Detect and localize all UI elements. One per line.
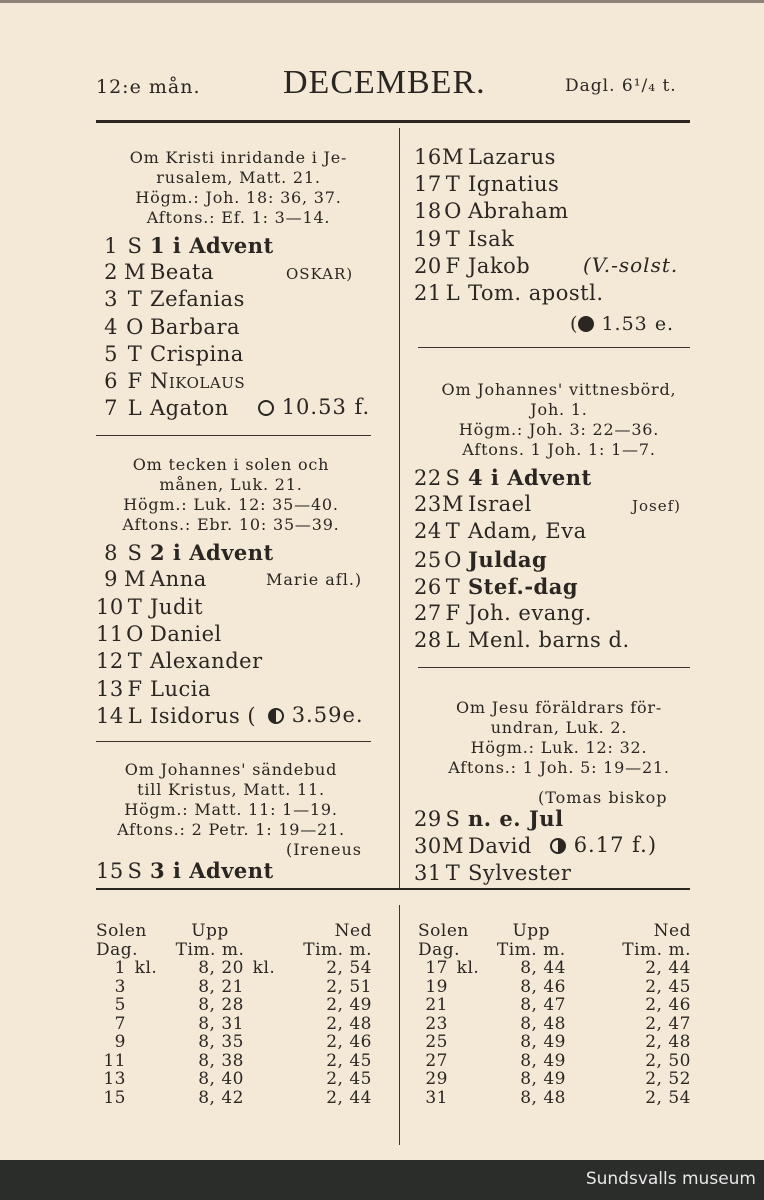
day-number: 17 [414, 172, 442, 197]
sun-cell: 8, 48 [520, 1087, 566, 1108]
sun-table-row [96, 1070, 372, 1089]
sun-cell: 2, 54 [326, 958, 372, 978]
sun-table-row [418, 959, 691, 978]
sun-table-row [418, 996, 691, 1015]
weekday-letter: M [442, 833, 465, 858]
weekday-letter: T [127, 341, 143, 366]
sun-header: Solen [96, 921, 147, 941]
holiday-name: 3 i Advent [150, 858, 274, 883]
day-row [96, 594, 203, 621]
day-number: 16 [414, 145, 442, 169]
sun-cell [448, 1052, 488, 1071]
name-day-note: (Ireneus [286, 840, 362, 859]
name-day: Anna [150, 567, 207, 592]
day-annotation: Josef) [632, 497, 682, 516]
time-header: Tim. m. [175, 939, 245, 960]
weekday-letter: O [444, 199, 462, 224]
sun-cell: 8, 46 [520, 976, 566, 997]
sun-cell [566, 1015, 606, 1034]
week-separator [96, 435, 371, 436]
sun-cell: 2, 54 [645, 1087, 691, 1108]
sun-table-row [96, 959, 372, 978]
sun-cell: 2, 51 [326, 976, 372, 997]
weekday-letter: L [445, 628, 461, 653]
sun-cell: 8, 40 [198, 1069, 244, 1089]
sun-cell: 13 [103, 1069, 126, 1089]
sun-cell [448, 1033, 488, 1052]
weekday-letter: S [445, 807, 461, 831]
name-day: Abraham [468, 199, 569, 224]
sun-table-row [96, 1015, 372, 1034]
sun-cell [126, 1052, 166, 1071]
day-header: Dag. [96, 939, 139, 960]
sun-cell: 2, 45 [326, 1050, 372, 1071]
sun-table-left [96, 922, 376, 1107]
day-annotation: (V.-solst. [583, 252, 679, 277]
day-annotation: 6.17 f.) [550, 833, 657, 857]
sun-table-row [418, 978, 691, 997]
sun-cell [244, 978, 284, 997]
sun-cell [126, 1070, 166, 1089]
sun-cell: 17 [425, 958, 448, 978]
day-number: 12 [96, 649, 124, 674]
name-day: Zefanias [150, 287, 245, 312]
name-day: Joh. evang. [468, 601, 592, 625]
weekday-letter: F [445, 253, 461, 278]
time-header: Tim. m. [622, 939, 691, 960]
name-day: Lazarus [468, 145, 556, 169]
sun-cell: 27 [425, 1050, 448, 1071]
day-number: 19 [414, 226, 442, 251]
day-row [414, 144, 556, 171]
name-day: Isak [468, 226, 515, 251]
sun-cell: 2, 45 [326, 1069, 372, 1089]
weekday-letter: S [445, 466, 461, 490]
day-number: 29 [414, 807, 442, 831]
weekday-letter: O [126, 621, 144, 646]
sun-table-row [96, 1052, 372, 1071]
sun-cell: 8, 49 [520, 1032, 566, 1052]
name-day: Isidorus ( [150, 703, 257, 728]
sun-cell: 2, 48 [326, 1013, 372, 1034]
new-moon-icon [578, 316, 594, 332]
holiday-name: 2 i Advent [150, 540, 274, 565]
weekday-letter: T [445, 172, 461, 197]
sun-cell: 5 [114, 995, 126, 1015]
day-annotation: 10.53 f. [258, 395, 370, 419]
day-row [414, 805, 564, 833]
weekday-letter: L [127, 703, 143, 728]
sun-cell [244, 1015, 284, 1034]
sun-cell: 8, 49 [520, 1050, 566, 1071]
gospel-text-2: Om tecken i solen och månen, Luk. 21. Högm.: Luk. 12: 35—40. Aftons.: Ebr. 10: 35—39. [122, 455, 340, 534]
gospel-text-4: Om Johannes' vittnesbörd, Joh. 1. Högm.: Joh. 3: 22—36. Aftons. 1 Joh. 1: 1—7. [441, 380, 677, 459]
day-number: 5 [104, 341, 118, 366]
sun-table-row [418, 1015, 691, 1034]
sun-table-row [418, 1089, 691, 1108]
weekday-letter: O [126, 314, 144, 339]
day-number: 1 [104, 234, 118, 258]
sun-table-row [418, 1070, 691, 1089]
moon-phase-note: ( 1.53 e. [570, 313, 675, 335]
holiday-name: n. e. Jul [468, 806, 564, 831]
sun-cell [126, 1089, 166, 1108]
weekday-letter: O [444, 547, 462, 572]
day-row [414, 518, 587, 545]
day-row [414, 253, 530, 280]
day-number: 27 [414, 601, 442, 625]
day-number: 23 [414, 492, 442, 517]
sun-cell: 2, 49 [326, 995, 372, 1015]
sun-cell: 8, 31 [198, 1013, 244, 1034]
sun-cell: 2, 46 [326, 1032, 372, 1052]
day-number: 4 [104, 314, 118, 339]
sun-table-row [96, 1089, 372, 1108]
sun-cell: 8, 44 [520, 958, 566, 978]
sun-cell: kl. [456, 958, 480, 978]
week-separator [418, 667, 690, 668]
sun-table-row [96, 978, 372, 997]
weekday-letter: T [445, 861, 461, 885]
week-separator [418, 347, 690, 348]
day-number: 14 [96, 703, 124, 728]
day-annotation: 3.59e. [268, 703, 364, 727]
name-day-note: (Tomas biskop [538, 788, 668, 807]
sun-cell [244, 1052, 284, 1071]
name-day: Beata [150, 260, 214, 285]
day-number: 3 [104, 287, 118, 312]
gospel-text-5: Om Jesu föräldrars för- undran, Luk. 2. Högm.: Luk. 12: 32. Aftons.: 1 Joh. 5: 19—21. [448, 698, 670, 777]
weekday-letter: T [445, 519, 461, 544]
museum-credit: Sundsvalls museum [585, 1169, 756, 1189]
name-day: Crispina [150, 341, 244, 366]
holiday-name: Juldag [468, 546, 548, 572]
name-day: Adam, Eva [468, 519, 587, 544]
name-day: Sylvester [468, 861, 572, 885]
day-number: 30 [414, 833, 442, 858]
name-day: Ignatius [468, 172, 560, 197]
day-annotation: OSKAR) [286, 265, 354, 284]
sun-cell [566, 1033, 606, 1052]
sun-cell [126, 1033, 166, 1052]
sun-table-row [418, 1033, 691, 1052]
day-number: 11 [96, 621, 124, 646]
holiday-name: 1 i Advent [150, 233, 274, 258]
sun-cell: 11 [103, 1050, 126, 1071]
sun-cell: 8, 47 [520, 995, 566, 1015]
last-quarter-icon [550, 838, 566, 854]
day-number: 28 [414, 628, 442, 653]
day-header: Dag. [418, 939, 461, 960]
sun-cell [566, 978, 606, 997]
day-number: 13 [96, 676, 124, 701]
day-number: 8 [104, 541, 118, 565]
sun-cell [566, 1089, 606, 1108]
name-day: Jakob [468, 253, 531, 278]
sun-cell: 21 [425, 995, 448, 1015]
name-day: Judit [150, 594, 204, 619]
weekday-letter: F [127, 676, 143, 701]
sun-cell [566, 1052, 606, 1071]
day-number: 7 [104, 396, 118, 421]
full-moon-icon [258, 400, 274, 416]
sun-cell: 15 [103, 1087, 126, 1108]
sun-cell [244, 996, 284, 1015]
day-number: 31 [414, 861, 442, 885]
day-row [414, 171, 559, 198]
sun-cell: 23 [425, 1013, 448, 1034]
name-day: Daniel [150, 621, 222, 646]
sun-cell: 8, 48 [520, 1013, 566, 1034]
name-day: Lucia [150, 676, 211, 701]
weekday-letter: F [445, 601, 461, 625]
weekday-letter: L [445, 281, 461, 305]
day-row [96, 286, 245, 313]
time-header: Tim. m. [496, 939, 566, 960]
sun-cell: 2, 44 [645, 958, 691, 978]
holiday-name: 4 i Advent [468, 465, 592, 490]
sunrise-header: Upp [191, 921, 229, 941]
day-number: 6 [104, 369, 118, 393]
sunset-header: Ned [334, 921, 372, 941]
day-number: 9 [104, 567, 118, 592]
sun-header: Solen [418, 921, 469, 941]
column-divider [399, 128, 400, 888]
day-row [414, 573, 578, 601]
weekday-letter: T [127, 287, 143, 312]
day-row [414, 833, 532, 860]
day-row [414, 546, 547, 574]
sun-cell [244, 1070, 284, 1089]
sun-cell [448, 978, 488, 997]
sun-cell: 8, 21 [198, 976, 244, 997]
sun-cell: 8, 49 [520, 1069, 566, 1089]
sun-cell [448, 1015, 488, 1034]
weekday-letter: M [124, 260, 147, 285]
day-row [414, 464, 592, 492]
name-day: David [468, 833, 532, 858]
sun-table-row [418, 1052, 691, 1071]
sun-cell: 8, 42 [198, 1087, 244, 1108]
weekday-letter: T [127, 649, 143, 674]
day-number: 10 [96, 594, 124, 619]
sun-cell: 19 [425, 976, 448, 997]
day-number: 26 [414, 574, 442, 599]
weekday-letter: M [124, 567, 147, 592]
day-number: 18 [414, 199, 442, 224]
weekday-letter: S [127, 234, 143, 258]
sun-cell: 2, 46 [645, 995, 691, 1015]
sun-table-row [96, 1033, 372, 1052]
day-number: 25 [414, 547, 442, 572]
sun-cell [448, 1089, 488, 1108]
day-row [414, 627, 630, 654]
weekday-letter: M [442, 145, 465, 169]
weekday-letter: F [127, 369, 143, 393]
first-quarter-icon [268, 708, 284, 724]
sun-cell: 9 [114, 1032, 126, 1052]
sun-cell: 2, 44 [326, 1087, 372, 1108]
sun-cell: 8, 20 [198, 958, 244, 978]
month-number: 12:e mån. [96, 76, 201, 98]
top-edge [0, 0, 764, 3]
sun-cell: 31 [425, 1087, 448, 1108]
moon-time: 1.53 e. [601, 313, 675, 335]
day-row [96, 621, 222, 648]
day-row [96, 259, 214, 286]
day-row [96, 648, 263, 675]
day-row [414, 280, 604, 307]
sun-cell: 25 [425, 1032, 448, 1052]
sun-cell [448, 996, 488, 1015]
sun-table-right [418, 922, 693, 1107]
weekday-letter: L [127, 396, 143, 421]
name-day: Nikolaus [150, 369, 246, 393]
day-row [96, 857, 274, 885]
name-day: Agaton [150, 396, 229, 421]
sun-cell: 8, 38 [198, 1050, 244, 1071]
sun-cell: 2, 52 [645, 1069, 691, 1089]
sun-cell: 7 [114, 1013, 126, 1034]
day-row [96, 676, 211, 703]
day-row [414, 600, 592, 627]
sun-cell [244, 1089, 284, 1108]
sun-cell: kl. [252, 958, 276, 978]
sun-cell: 1 [114, 958, 126, 978]
day-number: 2 [104, 260, 118, 285]
sun-cell: kl. [134, 958, 158, 978]
day-number: 22 [414, 466, 442, 490]
sun-cell: 2, 50 [645, 1050, 691, 1071]
weekday-letter: S [127, 541, 143, 565]
gospel-text-1: Om Kristi inridande i Je- rusalem, Matt. 21. Högm.: Joh. 18: 36, 37. Aftons.: Ef. 1: 3—14. [129, 148, 348, 227]
sun-cell: 29 [425, 1069, 448, 1089]
sunrise-header: Upp [512, 921, 551, 941]
sun-cell: 2, 45 [645, 976, 691, 997]
week-separator [96, 741, 371, 742]
day-row [96, 539, 274, 567]
weekday-letter: S [127, 859, 143, 883]
sun-cell [126, 1015, 166, 1034]
gospel-text-3: Om Johannes' sändebud till Kristus, Matt. 11. Högm.: Matt. 11: 1—19. Aftons.: 2 Petr. 1: 19—21. [117, 760, 345, 839]
day-number: 21 [414, 281, 442, 305]
day-row [96, 566, 207, 593]
sun-cell [566, 996, 606, 1015]
footer-bar [0, 1160, 764, 1200]
day-number: 24 [414, 519, 442, 544]
day-row [96, 368, 245, 395]
weekday-letter: T [127, 594, 143, 619]
sun-cell [126, 996, 166, 1015]
sun-cell [566, 1070, 606, 1089]
sun-table-row [96, 996, 372, 1015]
day-row [96, 314, 240, 341]
daylight-hours: Dagl. 6¹/₄ t. [565, 76, 677, 96]
day-number: 15 [96, 859, 124, 883]
name-day: Alexander [150, 649, 263, 674]
sun-cell [566, 959, 606, 978]
day-row [96, 703, 256, 730]
name-day: Barbara [150, 314, 241, 339]
name-day: Israel [468, 492, 532, 517]
holiday-name: Stef.-dag [468, 573, 579, 599]
day-row [96, 341, 244, 368]
day-row [96, 232, 274, 260]
page-title: DECEMBER. [283, 64, 486, 101]
sun-cell [126, 978, 166, 997]
sun-cell: 8, 35 [198, 1032, 244, 1052]
name-day: Tom. apostl. [468, 281, 604, 305]
header-rule [96, 120, 690, 123]
day-row [414, 198, 569, 225]
weekday-letter: T [445, 226, 461, 251]
day-number: 20 [414, 253, 442, 278]
day-annotation: Marie afl.) [266, 570, 363, 590]
sun-table-rule-top [96, 888, 690, 890]
day-row [414, 860, 571, 887]
day-row [414, 491, 532, 518]
day-row [96, 395, 229, 422]
day-row [414, 226, 514, 253]
weekday-letter: M [442, 492, 465, 517]
time-header: Tim. m. [303, 939, 372, 960]
sun-cell: 2, 48 [645, 1032, 691, 1052]
sun-column-divider [399, 905, 400, 1145]
sun-cell [448, 1070, 488, 1089]
sun-cell: 2, 47 [645, 1013, 691, 1034]
sun-cell: 8, 28 [198, 995, 244, 1015]
weekday-letter: T [445, 574, 461, 599]
name-day: Menl. barns d. [468, 628, 630, 653]
sunset-header: Ned [653, 921, 691, 941]
sun-cell [244, 1033, 284, 1052]
sun-cell: 3 [114, 976, 126, 997]
